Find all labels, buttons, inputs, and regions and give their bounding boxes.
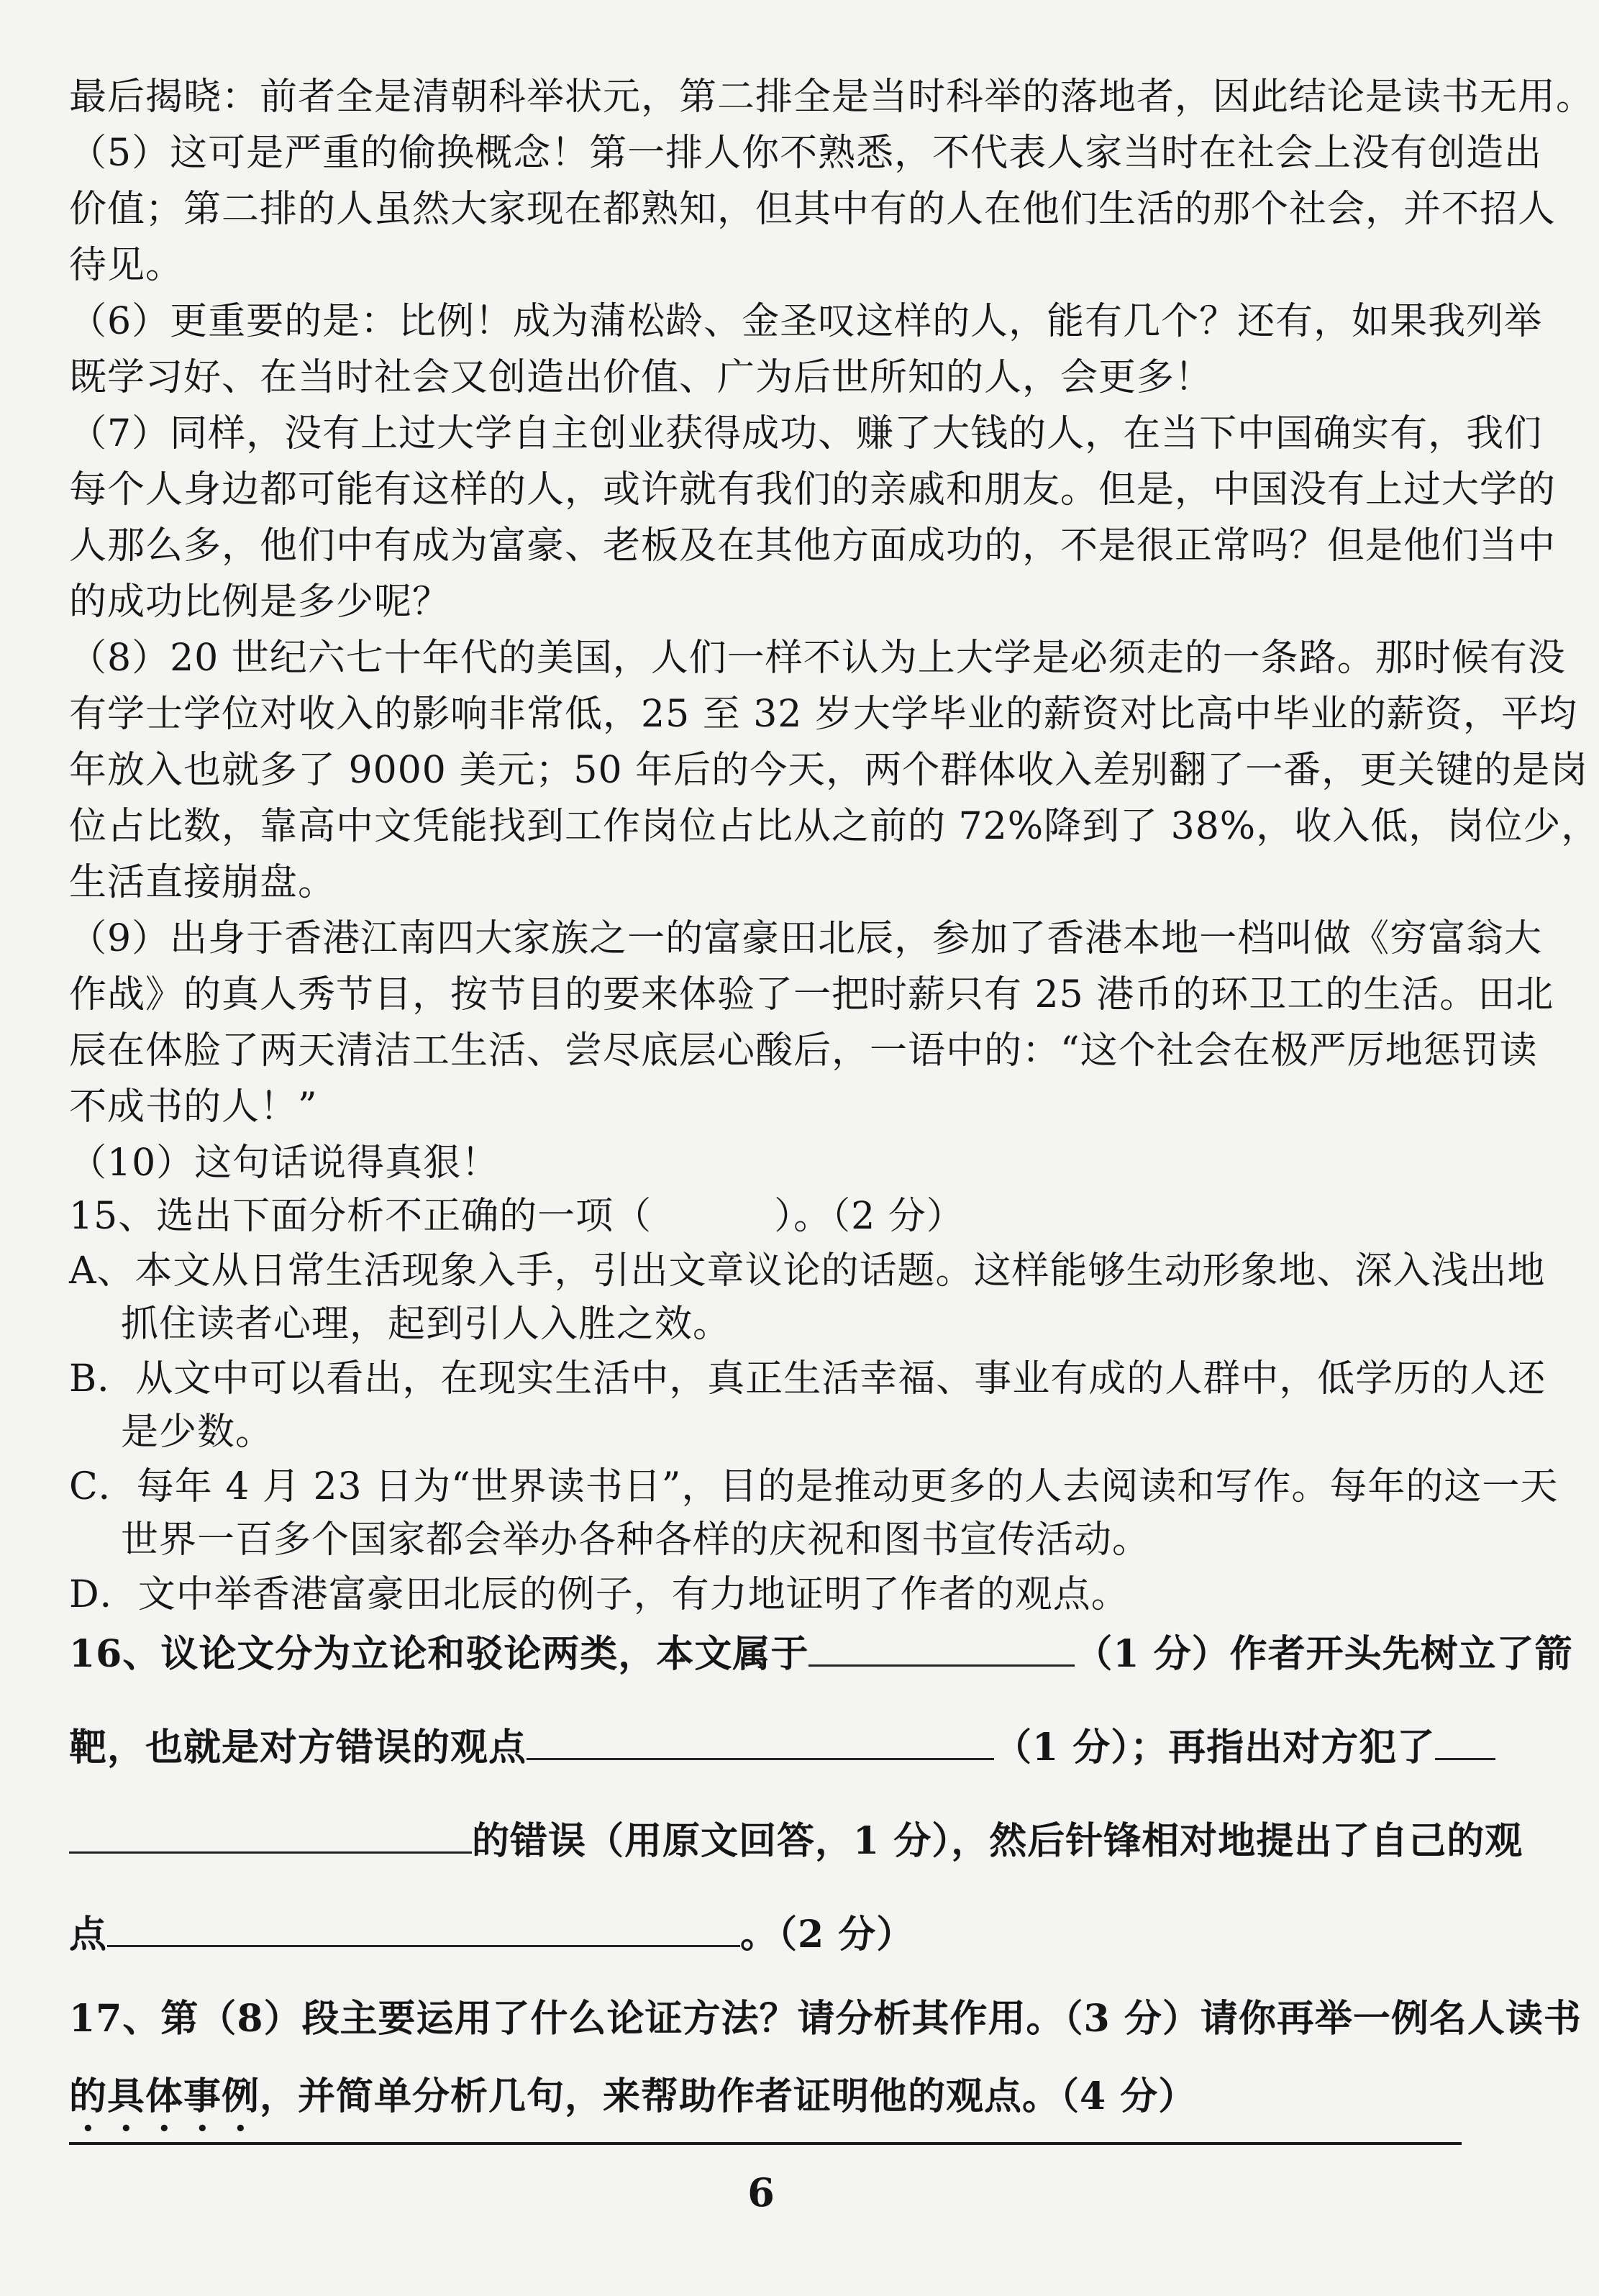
- paragraph-8-line-4: 位占比数，靠高中文凭能找到工作岗位占比从之前的 72%降到了 38%，收入低，岗位少，: [69, 805, 1599, 848]
- paragraph-7-line-2: 每个人身边都可能有这样的人，或许就有我们的亲戚和朋友。但是，中国没有上过大学的: [69, 468, 1557, 511]
- page-number: 6: [747, 2169, 775, 2215]
- paragraph-5-line-2: 价值；第二排的人虽然大家现在都熟知，但其中有的人在他们生活的那个社会，并不招人: [69, 188, 1557, 231]
- paragraph-9-line-1: （9）出身于香港江南四大家族之一的富豪田北辰，参加了香港本地一档叫做《穷富翁大: [69, 917, 1543, 960]
- question-15-option-c-line-1: C．每年 4 月 23 日为“世界读书日”，目的是推动更多的人去阅读和写作。每年的这一天: [69, 1465, 1559, 1508]
- question-15-option-b-line-1: B．从文中可以看出，在现实生活中，真正生活幸福、事业有成的人群中，低学历的人还: [69, 1357, 1546, 1400]
- question-15-stem: [69, 1191, 1457, 1242]
- paragraph-6-line-2: 既学习好、在当时社会又创造出价值、广为后世所知的人，会更多！: [69, 356, 1213, 399]
- question-16-text-3: 靶，也就是对方错误的观点: [69, 1726, 527, 1769]
- paragraph-8-line-1: （8）20 世纪六七十年代的美国，人们一样不认为上大学是必须走的一条路。那时候有没: [69, 637, 1566, 680]
- paragraph-9-line-3: 辰在体脸了两天清洁工生活、尝尽底层心酸后，一语中的：“这个社会在极严厉地惩罚读: [69, 1029, 1538, 1072]
- paragraph-8-line-2: 有学士学位对收入的影响非常低，25 至 32 岁大学毕业的薪资对比高中毕业的薪资，平均: [69, 693, 1577, 736]
- question-17-emphasis: 的具体事例: [69, 2074, 260, 2118]
- question-16-text-7: 。（2 分）: [740, 1913, 915, 1956]
- paragraph-8-line-5: 生活直接崩盘。: [69, 861, 337, 904]
- question-16-blank-error[interactable]: [69, 1814, 472, 1854]
- paragraph-6-line-1: （6）更重要的是：比例！成为蒲松龄、金圣叹这样的人，能有几个？还有，如果我列举: [69, 300, 1543, 343]
- question-15-option-a-line-2: 抓住读者心理，起到引人入胜之效。: [121, 1303, 732, 1346]
- question-16-line-4: [69, 1908, 1457, 1960]
- paragraph-9-line-4: 不成书的人！”: [69, 1085, 318, 1129]
- question-16-text-1: 16、议论文分为立论和驳论两类，本文属于: [69, 1632, 809, 1676]
- question-16-line-1: [69, 1627, 1573, 1680]
- paragraph-7-line-3: 人那么多，他们中有成为富豪、老板及在其他方面成功的，不是很正常吗？但是他们当中: [69, 524, 1557, 568]
- question-16-blank-opponent-view[interactable]: [527, 1721, 994, 1760]
- question-16-line-3: [69, 1814, 1523, 1867]
- question-15-option-b-line-2: 是少数。: [121, 1411, 274, 1454]
- question-15-option-c-line-2: 世界一百多个国家都会举办各种各样的庆祝和图书宣传活动。: [121, 1518, 1151, 1562]
- question-15-stem-end: ）。（2 分）: [774, 1195, 965, 1238]
- paragraph-5-line-3: 待见。: [69, 244, 184, 287]
- paragraph-5-line-1: （5）这可是严重的偷换概念！第一排人你不熟悉，不代表人家当时在社会上没有创造出: [69, 132, 1543, 175]
- question-16-text-4: （1 分）；再指出对方犯了: [994, 1726, 1436, 1769]
- question-16-line-2: [69, 1721, 1457, 1773]
- question-15-option-a-line-1: A、本文从日常生活现象入手，引出文章议论的话题。这样能够生动形象地、深入浅出地: [69, 1249, 1546, 1293]
- question-15-stem-start: 15、选出下面分析不正确的一项（: [69, 1195, 652, 1238]
- question-16-text-5: 的错误（用原文回答，1 分），然后针锋相对地提出了自己的观: [472, 1819, 1523, 1863]
- question-16-text-2: （1 分）作者开头先树立了箭: [1075, 1632, 1573, 1676]
- paragraph-7-line-4: 的成功比例是多少呢？: [69, 580, 451, 624]
- question-17-text-rest: ，并简单分析几句，来帮助作者证明他的观点。（4 分）: [260, 2074, 1197, 2118]
- question-16-blank-type[interactable]: [808, 1627, 1075, 1667]
- answer-line[interactable]: [69, 2142, 1462, 2145]
- paragraph-7-line-1: （7）同样，没有上过大学自主创业获得成功、赚了大钱的人，在当下中国确实有，我们: [69, 412, 1543, 455]
- question-17-line-1: 17、第（8）段主要运用了什么论证方法？请分析其作用。（3 分）请你再举一例名人读书: [69, 1997, 1582, 2041]
- question-17-line-2: [69, 2072, 1457, 2140]
- question-16-blank-own-view[interactable]: [107, 1908, 740, 1947]
- question-15-option-d: D．文中举香港富豪田北辰的例子，有力地证明了作者的观点。: [69, 1573, 1129, 1616]
- paragraph-8-line-3: 年放入也就多了 9000 美元；50 年后的今天，两个群体收入差别翻了一番，更关键的是岗: [69, 749, 1589, 792]
- paragraph-10: （10）这句话说得真狠！: [69, 1142, 500, 1185]
- paragraph-reveal: 最后揭晓：前者全是清朝科举状元，第二排全是当时科举的落地者，因此结论是读书无用。: [69, 76, 1595, 119]
- paragraph-9-line-2: 作战》的真人秀节目，按节目的要来体验了一把时薪只有 25 港币的环卫工的生活。田北: [69, 973, 1554, 1016]
- question-16-text-6: 点: [69, 1913, 108, 1956]
- question-16-blank-error-start[interactable]: [1435, 1721, 1495, 1760]
